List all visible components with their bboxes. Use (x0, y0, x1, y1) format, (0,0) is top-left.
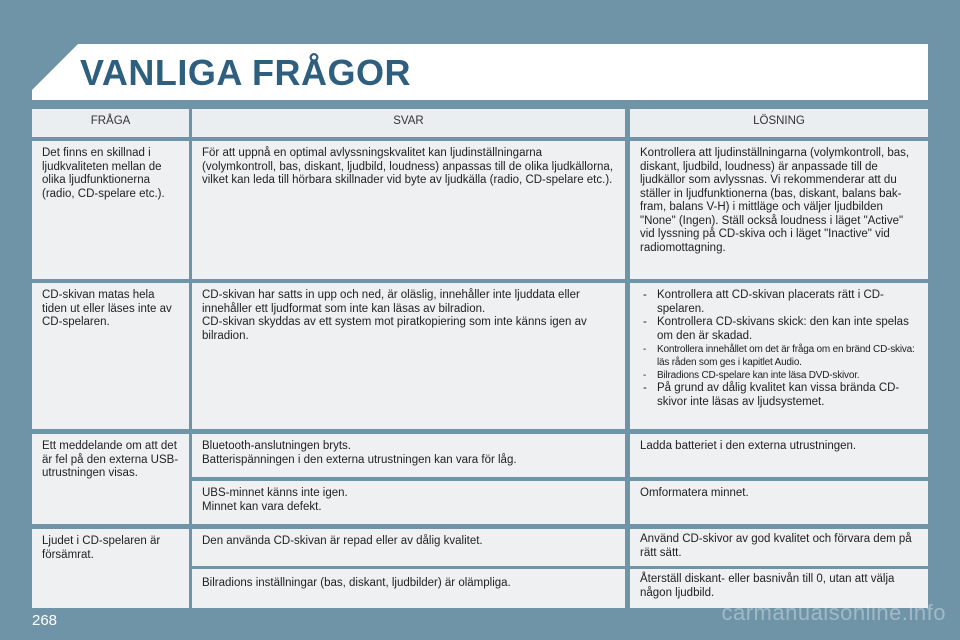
row-2-solution (630, 283, 928, 429)
row-3a-answer (192, 434, 625, 477)
solution-item: - Kontrollera innehållet om det är fråga om en bränd CD-skiva: läs råden som ges i kapitlet Audio. (640, 343, 918, 369)
solution-list (640, 289, 918, 409)
answer-line: CD-skivan har satts in upp och ned, är oläslig, innehåller inte ljuddata eller innehåller ett ljudformat som inte kan läsas av bilradion. (202, 289, 580, 315)
row-4a-solution: Använd CD-skivor av god kvalitet och förvara dem på rätt sätt. (630, 529, 928, 566)
page-title: VANLIGA FRÅGOR (80, 52, 411, 93)
row-1-question: Det finns en skillnad i ljudkvaliteten mellan de olika ljudfunktionerna (radio, CD-spelare etc.). (32, 141, 189, 279)
row-1-answer: För att uppnå en optimal avlyssningskvalitet kan ljudinställningarna (volymkontroll, bas, diskant, ljudbild, loudness) anpassas till de olika ljudkällorna, vilket kan leda till hörbara skillnader vid byte av ljudkälla (radio, CD-spelare etc.). (192, 141, 625, 279)
row-3b-answer (192, 481, 625, 524)
row-4a-answer: Den använda CD-skivan är repad eller av dålig kvalitet. (192, 529, 625, 566)
row-4b-solution: Återställ diskant- eller basnivån till 0, utan att välja någon ljudbild. (630, 569, 928, 608)
row-2-question: CD-skivan matas hela tiden ut eller läses inte av CD-spelaren. (32, 283, 189, 429)
row-3a-solution: Ladda batteriet i den externa utrustningen. (630, 434, 928, 477)
row-3-question: Ett meddelande om att det är fel på den externa USB-utrustningen visas. (32, 434, 189, 524)
row-3b-solution: Omformatera minnet. (630, 481, 928, 524)
solution-item: - På grund av dålig kvalitet kan vissa brända CD-skivor inte läsas av ljudsystemet. (640, 382, 918, 409)
row-4b-answer: Bilradions inställningar (bas, diskant, ljudbilder) är olämpliga. (192, 569, 625, 608)
answer-line: Batterispänningen i den externa utrustningen kan vara för låg. (202, 453, 517, 466)
answer-line: CD-skivan skyddas av ett system mot piratkopiering som inte känns igen av bilradion. (202, 316, 587, 342)
row-2-answer (192, 283, 625, 429)
header-question: FRÅGA (32, 109, 189, 137)
row-4-question: Ljudet i CD-spelaren är försämrat. (32, 529, 189, 608)
page-number: 268 (32, 612, 58, 629)
watermark: carmanualsonline.info (721, 600, 946, 625)
solution-item: - Kontrollera CD-skivans skick: den kan inte spelas om den är skadad. (640, 316, 918, 343)
answer-line: Bluetooth-anslutningen bryts. (202, 440, 351, 452)
answer-line: UBS-minnet känns inte igen. (202, 487, 348, 499)
row-1-solution: Kontrollera att ljudinställningarna (volymkontroll, bas, diskant, ljudbild, loudness) är anpassade till de ljudkällor som avlyssnas. Vi rekommenderar att du ställer in ljudfunktionerna (bas, diskant, balans bak-fram, balans V-H) i mittläge och väljer ljudbilden "None" (Ingen). Ställ också loudness i läget "Active" vid lyssning på CD-skiva och i läget "Inactive" vid radiomottagning. (630, 141, 928, 279)
answer-line: Minnet kan vara defekt. (202, 500, 322, 513)
solution-item: - Kontrollera att CD-skivan placerats rätt i CD-spelaren. (640, 289, 918, 316)
solution-item: - Bilradions CD-spelare kan inte läsa DVD-skivor. (640, 369, 918, 382)
header-answer: SVAR (192, 109, 625, 137)
header-solution: LÖSNING (630, 109, 928, 137)
